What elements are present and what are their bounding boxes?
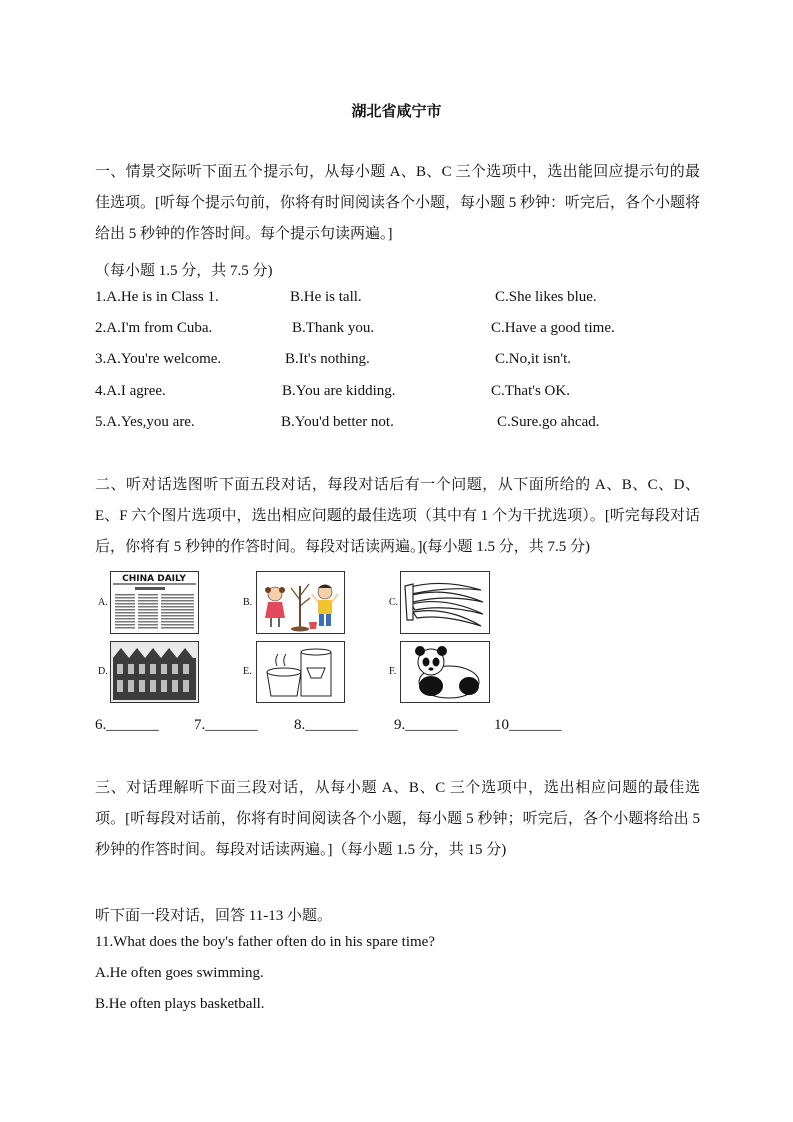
answer-blank-8[interactable]: 8._______ [294, 717, 358, 733]
tea-image [256, 641, 345, 703]
section1-intro: 一、情景交际听下面五个提示句，从每小题 A、B、C 三个选项中，选出能回应提示句的最佳选项。[听每个提示句前，你将有时间阅读各个小题，每小题 5 秒钟：听完后，各个小题将给出 5 秒钟的作答时间。每个提示句读两遍。] [95, 164, 700, 242]
question-11-option-a: A.He often goes swimming. [95, 965, 264, 981]
panda-image [400, 641, 490, 703]
option-a: 5.A.Yes,you are. [95, 414, 195, 430]
building-image [110, 641, 199, 703]
option-b: B.It's nothing. [285, 351, 370, 367]
tea-cup-icon [257, 642, 344, 702]
option-c: C.Have a good time. [491, 320, 615, 336]
option-c: C.No,it isn't. [495, 351, 572, 367]
kids-planting-image [256, 571, 345, 634]
option-b: B.Thank you. [292, 320, 375, 336]
newspaper-masthead: CHINA DAILY [122, 574, 186, 584]
answer-blank-9[interactable]: 9._______ [394, 717, 458, 733]
figure-f-label: F. [389, 666, 397, 677]
option-b: B.You are kidding. [282, 383, 396, 399]
section3-instruction: 听下面一段对话，回答 11-13 小题。 [95, 908, 332, 924]
option-c: C.Sure.go ahcad. [497, 414, 600, 430]
figure-b-label: B. [243, 597, 253, 608]
option-a: 2.A.I'm from Cuba. [95, 320, 213, 336]
section1-score: （每小题 1.5 分，共 7.5 分) [95, 263, 273, 279]
answer-blank-10[interactable]: 10_______ [494, 717, 562, 733]
page-title: 湖北省咸宁市 [351, 104, 442, 120]
question-11: 11.What does the boy's father often do in his spare time? [95, 934, 435, 950]
answer-blank-7[interactable]: 7._______ [194, 717, 258, 733]
building-icon [111, 642, 198, 702]
figure-a-label: A. [98, 597, 108, 608]
figure-e-label: E. [243, 666, 252, 677]
newspaper-icon [111, 572, 198, 633]
figure-d-label: D. [98, 666, 108, 677]
section2-intro: 二、听对话选图听下面五段对话，每段对话后有一个问题，从下面所给的 A、B、C、D、E、F 六个图片选项中，选出相应问题的最佳选项（其中有 1 个为干扰选项）。[听完每段对话后，你将有 5 秒钟的作答时间。每段对话读两遍。](每小题 1.5 分，共 7.5 分) [95, 477, 700, 555]
option-c: C.That's OK. [491, 383, 570, 399]
newspaper-image [110, 571, 199, 634]
option-c: C.She likes blue. [495, 289, 597, 305]
panda-icon [401, 642, 489, 702]
option-a: 1.A.He is in Class 1. [95, 289, 219, 305]
option-b: B.You'd better not. [281, 414, 394, 430]
answer-blank-6[interactable]: 6._______ [95, 717, 159, 733]
option-b: B.He is tall. [290, 289, 362, 305]
question-11-option-b: B.He often plays basketball. [95, 996, 265, 1012]
section3-intro: 三、对话理解听下面三段对话，从每小题 A、B、C 三个选项中，选出相应问题的最佳选项。[听每段对话前，你将有时间阅读各个小题，每小题 5 秒钟；听完后，各个小题将给出 5 秒钟的作答时间。每段对话读两遍。]（每小题 1.5 分，共 15 分) [95, 780, 700, 858]
kids-planting-tree-icon [257, 572, 344, 633]
bananas-image [400, 571, 490, 634]
banana-icon [401, 572, 489, 633]
option-a: 3.A.You're welcome. [95, 351, 222, 367]
option-a: 4.A.I agree. [95, 383, 166, 399]
figure-c-label: C. [389, 597, 399, 608]
